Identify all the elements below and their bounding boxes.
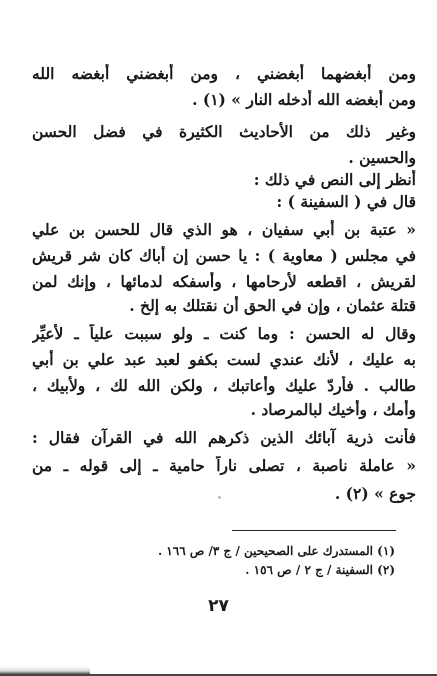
footnote: (١) المستدرك على الصحيحين / ج ٣/ ص ١٦٦ .	[157, 544, 395, 558]
text-line: في مجلس ( معاوية ) : يا حسن إن أباك كان شر قريش	[32, 246, 416, 265]
text-line: قتلة عثمان ، وإن في الحق أن نقتلك به إلخ .	[129, 296, 416, 315]
footnote: (٢) السفينة / ج ٢ / ص ١٥٦ .	[245, 563, 395, 577]
text-line: به عليك ، لأنك عندي لست بكفو لعبد عبد علي بن أبي	[32, 350, 416, 369]
text-line: والحسين .	[348, 148, 416, 167]
text-line: لقريش ، اقطعه لأرحامها ، وأسفكه لدمائها ، وإنك لمن	[32, 272, 416, 291]
text-line: طالب . فأردّ عليك وأعاتبك ، ولكن الله لك ، ولأبيك ،	[32, 376, 416, 395]
text-line: ومن أبغضهما أبغضني ، ومن أبغضني أبغضه الله	[32, 64, 416, 83]
text-line: وغير ذلك من الأحاديث الكثيرة في فضل الحسن	[32, 122, 416, 141]
page-number: ٢٧	[208, 596, 229, 616]
text-line: أنظر إلى النص في ذلك :	[253, 170, 416, 189]
scan-speck	[218, 496, 221, 499]
text-line: « عاملة ناصبة ، تصلى ناراً حامية ـ إلى قوله ـ من	[32, 456, 416, 475]
text-line: فأنت ذرية آبائك الذين ذكرهم الله في القرآن فقال :	[32, 428, 416, 447]
text-line: وقال له الحسن : وما كنت ـ ولو سببت علياً ـ لأُعيِّر	[32, 324, 416, 343]
text-line: « عتبة بن أبي سفيان ، هو الذي قال للحسن بن علي	[32, 220, 416, 239]
text-line: ومن أبغضه الله أدخله النار » (١) .	[192, 90, 416, 109]
footnote-divider	[232, 530, 396, 531]
text-line: وأمك ، وأخيك لبالمرصاد .	[250, 400, 416, 419]
text-line: جوع » (٢) .	[334, 484, 416, 503]
text-line: قال في ( السفينة ) :	[276, 192, 416, 211]
